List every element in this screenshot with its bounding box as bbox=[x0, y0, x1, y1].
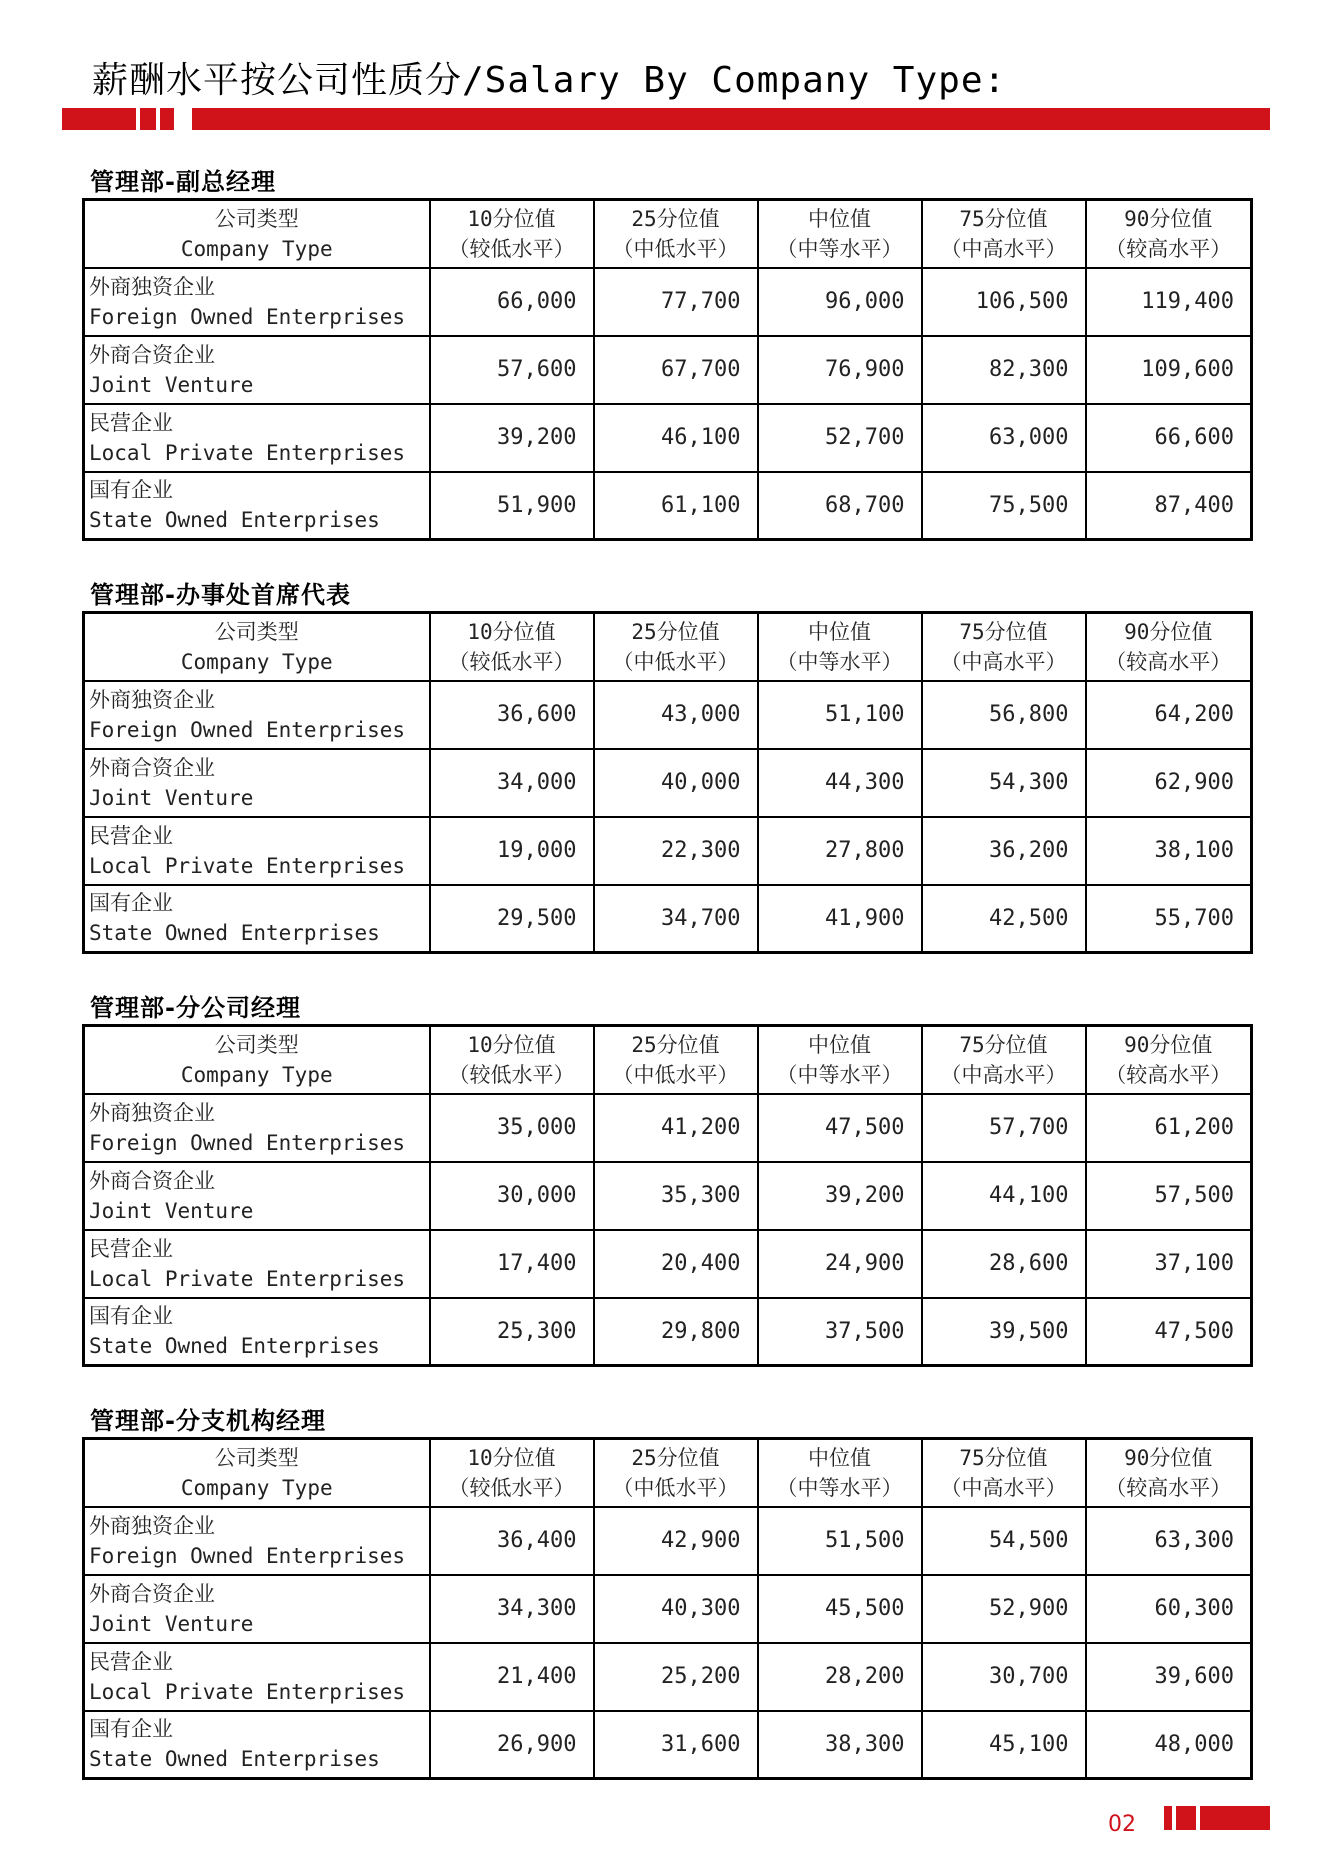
header-percentile-sub: （中高水平） bbox=[940, 649, 1067, 674]
salary-value: 44,100 bbox=[922, 1162, 1086, 1230]
salary-value: 87,400 bbox=[1086, 472, 1252, 540]
salary-value: 34,000 bbox=[430, 749, 594, 817]
header-percentile-cn: 中位值 bbox=[808, 619, 871, 644]
salary-value: 36,400 bbox=[430, 1507, 594, 1575]
salary-value: 30,000 bbox=[430, 1162, 594, 1230]
footer-bar-segment bbox=[1164, 1806, 1172, 1830]
salary-value: 45,100 bbox=[922, 1711, 1086, 1779]
salary-value: 39,200 bbox=[758, 1162, 922, 1230]
header-percentile bbox=[1086, 1439, 1252, 1507]
salary-value: 28,600 bbox=[922, 1230, 1086, 1298]
company-type-cn: 外商独资企业 bbox=[89, 687, 215, 712]
header-percentile-cn: 75分位值 bbox=[959, 619, 1048, 644]
salary-table bbox=[82, 198, 1253, 541]
company-type-cell bbox=[84, 1507, 430, 1575]
table-row bbox=[84, 336, 1252, 404]
salary-value: 64,200 bbox=[1086, 681, 1252, 749]
header-company-type bbox=[84, 200, 430, 268]
footer-bar-segment bbox=[1176, 1806, 1196, 1830]
footer-bar-segment bbox=[1200, 1806, 1270, 1830]
header-percentile-sub: （较低水平） bbox=[448, 236, 575, 261]
company-type-cell bbox=[84, 268, 430, 336]
header-percentile bbox=[922, 200, 1086, 268]
salary-value: 54,500 bbox=[922, 1507, 1086, 1575]
company-type-cell bbox=[84, 1230, 430, 1298]
header-percentile bbox=[758, 200, 922, 268]
company-type-cn: 外商合资企业 bbox=[89, 1581, 215, 1606]
table-row bbox=[84, 268, 1252, 336]
salary-value: 51,100 bbox=[758, 681, 922, 749]
company-type-cn: 外商独资企业 bbox=[89, 274, 215, 299]
salary-value: 106,500 bbox=[922, 268, 1086, 336]
section-title: 管理部-办事处首席代表 bbox=[90, 581, 351, 609]
company-type-en: Joint Venture bbox=[89, 1198, 254, 1223]
header-percentile-sub: （较低水平） bbox=[448, 1062, 575, 1087]
salary-value: 52,700 bbox=[758, 404, 922, 472]
salary-value: 29,800 bbox=[594, 1298, 758, 1366]
table-header-row bbox=[84, 1439, 1252, 1507]
company-type-en: Joint Venture bbox=[89, 1611, 254, 1636]
salary-value: 22,300 bbox=[594, 817, 758, 885]
company-type-cell bbox=[84, 1643, 430, 1711]
company-type-cn: 外商独资企业 bbox=[89, 1100, 215, 1125]
header-percentile bbox=[922, 613, 1086, 681]
company-type-en: Local Private Enterprises bbox=[89, 440, 406, 465]
header-percentile-cn: 75分位值 bbox=[959, 1445, 1048, 1470]
salary-value: 68,700 bbox=[758, 472, 922, 540]
company-type-en: Local Private Enterprises bbox=[89, 1266, 406, 1291]
header-percentile-cn: 25分位值 bbox=[631, 1032, 720, 1057]
salary-value: 96,000 bbox=[758, 268, 922, 336]
salary-value: 41,900 bbox=[758, 885, 922, 953]
header-percentile-cn: 90分位值 bbox=[1124, 1032, 1213, 1057]
company-type-en: Foreign Owned Enterprises bbox=[89, 717, 406, 742]
header-percentile-cn: 25分位值 bbox=[631, 619, 720, 644]
salary-value: 40,300 bbox=[594, 1575, 758, 1643]
company-type-cn: 外商合资企业 bbox=[89, 1168, 215, 1193]
company-type-cell bbox=[84, 817, 430, 885]
header-bar-segment bbox=[140, 108, 156, 130]
section-title: 管理部-分支机构经理 bbox=[90, 1407, 326, 1435]
salary-value: 60,300 bbox=[1086, 1575, 1252, 1643]
company-type-cell bbox=[84, 885, 430, 953]
header-percentile bbox=[1086, 613, 1252, 681]
salary-value: 66,600 bbox=[1086, 404, 1252, 472]
salary-value: 28,200 bbox=[758, 1643, 922, 1711]
company-type-cn: 国有企业 bbox=[89, 1717, 173, 1742]
salary-value: 57,500 bbox=[1086, 1162, 1252, 1230]
header-percentile-cn: 中位值 bbox=[808, 206, 871, 231]
table-row bbox=[84, 817, 1252, 885]
header-percentile bbox=[430, 613, 594, 681]
header-percentile-sub: （中等水平） bbox=[776, 1475, 903, 1500]
salary-value: 42,500 bbox=[922, 885, 1086, 953]
header-percentile bbox=[594, 200, 758, 268]
header-percentile bbox=[430, 1439, 594, 1507]
salary-value: 41,200 bbox=[594, 1094, 758, 1162]
salary-value: 67,700 bbox=[594, 336, 758, 404]
salary-value: 47,500 bbox=[758, 1094, 922, 1162]
salary-table bbox=[82, 1437, 1253, 1780]
salary-value: 63,000 bbox=[922, 404, 1086, 472]
salary-value: 57,600 bbox=[430, 336, 594, 404]
header-percentile-sub: （较低水平） bbox=[448, 1475, 575, 1500]
salary-value: 39,600 bbox=[1086, 1643, 1252, 1711]
company-type-en: Foreign Owned Enterprises bbox=[89, 1543, 406, 1568]
table-row bbox=[84, 749, 1252, 817]
header-type-cn: 公司类型 bbox=[214, 1445, 299, 1470]
header-percentile-cn: 25分位值 bbox=[631, 1445, 720, 1470]
header-type-cn: 公司类型 bbox=[214, 1032, 299, 1057]
company-type-cn: 外商独资企业 bbox=[89, 1513, 215, 1538]
header-percentile-sub: （较高水平） bbox=[1105, 649, 1232, 674]
salary-value: 44,300 bbox=[758, 749, 922, 817]
header-percentile-cn: 75分位值 bbox=[959, 206, 1048, 231]
company-type-cell bbox=[84, 681, 430, 749]
header-percentile bbox=[594, 1026, 758, 1094]
salary-value: 52,900 bbox=[922, 1575, 1086, 1643]
header-percentile-cn: 90分位值 bbox=[1124, 206, 1213, 231]
salary-value: 24,900 bbox=[758, 1230, 922, 1298]
company-type-en: Foreign Owned Enterprises bbox=[89, 1130, 406, 1155]
table-row bbox=[84, 681, 1252, 749]
header-type-en: Company Type bbox=[180, 1062, 333, 1087]
header-percentile-sub: （较低水平） bbox=[448, 649, 575, 674]
header-type-en: Company Type bbox=[180, 236, 333, 261]
company-type-cn: 民营企业 bbox=[89, 1236, 173, 1261]
company-type-cell bbox=[84, 1298, 430, 1366]
salary-value: 61,200 bbox=[1086, 1094, 1252, 1162]
header-bar-segment bbox=[62, 108, 136, 130]
header-type-cn: 公司类型 bbox=[214, 619, 299, 644]
page-title: 薪酬水平按公司性质分/Salary By Company Type: bbox=[92, 60, 1007, 101]
table-row bbox=[84, 1230, 1252, 1298]
header-percentile-sub: （中等水平） bbox=[776, 1062, 903, 1087]
salary-value: 109,600 bbox=[1086, 336, 1252, 404]
company-type-cell bbox=[84, 1575, 430, 1643]
salary-value: 36,200 bbox=[922, 817, 1086, 885]
salary-value: 20,400 bbox=[594, 1230, 758, 1298]
salary-value: 47,500 bbox=[1086, 1298, 1252, 1366]
header-percentile-cn: 中位值 bbox=[808, 1032, 871, 1057]
header-percentile-sub: （中低水平） bbox=[612, 649, 739, 674]
header-percentile bbox=[594, 1439, 758, 1507]
header-percentile-sub: （中等水平） bbox=[776, 236, 903, 261]
section-title: 管理部-分公司经理 bbox=[90, 994, 301, 1022]
header-percentile-sub: （中高水平） bbox=[940, 1475, 1067, 1500]
salary-value: 25,200 bbox=[594, 1643, 758, 1711]
company-type-en: State Owned Enterprises bbox=[89, 1747, 380, 1772]
header-percentile-cn: 中位值 bbox=[808, 1445, 871, 1470]
salary-value: 35,300 bbox=[594, 1162, 758, 1230]
salary-value: 57,700 bbox=[922, 1094, 1086, 1162]
company-type-cn: 民营企业 bbox=[89, 1649, 173, 1674]
salary-value: 37,500 bbox=[758, 1298, 922, 1366]
header-percentile bbox=[1086, 200, 1252, 268]
company-type-en: Foreign Owned Enterprises bbox=[89, 304, 406, 329]
salary-value: 38,300 bbox=[758, 1711, 922, 1779]
header-bar-segment bbox=[160, 108, 174, 130]
salary-value: 27,800 bbox=[758, 817, 922, 885]
header-percentile-sub: （中低水平） bbox=[612, 1475, 739, 1500]
company-type-en: State Owned Enterprises bbox=[89, 508, 380, 533]
table-row bbox=[84, 404, 1252, 472]
table-row bbox=[84, 1094, 1252, 1162]
table-row bbox=[84, 1575, 1252, 1643]
salary-value: 29,500 bbox=[430, 885, 594, 953]
company-type-en: State Owned Enterprises bbox=[89, 1334, 380, 1359]
salary-value: 26,900 bbox=[430, 1711, 594, 1779]
header-percentile-sub: （中低水平） bbox=[612, 236, 739, 261]
table-row bbox=[84, 885, 1252, 953]
salary-value: 40,000 bbox=[594, 749, 758, 817]
salary-value: 61,100 bbox=[594, 472, 758, 540]
salary-value: 46,100 bbox=[594, 404, 758, 472]
header-percentile-cn: 10分位值 bbox=[467, 206, 556, 231]
salary-value: 39,500 bbox=[922, 1298, 1086, 1366]
header-percentile bbox=[758, 1439, 922, 1507]
table-row bbox=[84, 1162, 1252, 1230]
company-type-en: Joint Venture bbox=[89, 372, 254, 397]
header-percentile-cn: 10分位值 bbox=[467, 619, 556, 644]
company-type-cn: 外商合资企业 bbox=[89, 755, 215, 780]
header-percentile bbox=[594, 613, 758, 681]
header-company-type bbox=[84, 1026, 430, 1094]
header-percentile-sub: （较高水平） bbox=[1105, 1475, 1232, 1500]
header-type-en: Company Type bbox=[180, 649, 333, 674]
salary-value: 82,300 bbox=[922, 336, 1086, 404]
header-percentile-cn: 10分位值 bbox=[467, 1032, 556, 1057]
header-percentile bbox=[430, 1026, 594, 1094]
company-type-cell bbox=[84, 1711, 430, 1779]
table-row bbox=[84, 1507, 1252, 1575]
header-percentile-cn: 10分位值 bbox=[467, 1445, 556, 1470]
header-percentile bbox=[430, 200, 594, 268]
table-row bbox=[84, 1711, 1252, 1779]
header-company-type bbox=[84, 1439, 430, 1507]
table-row bbox=[84, 1643, 1252, 1711]
salary-value: 76,900 bbox=[758, 336, 922, 404]
salary-value: 37,100 bbox=[1086, 1230, 1252, 1298]
salary-value: 34,300 bbox=[430, 1575, 594, 1643]
header-percentile-cn: 90分位值 bbox=[1124, 619, 1213, 644]
salary-value: 42,900 bbox=[594, 1507, 758, 1575]
salary-value: 39,200 bbox=[430, 404, 594, 472]
salary-value: 38,100 bbox=[1086, 817, 1252, 885]
salary-value: 35,000 bbox=[430, 1094, 594, 1162]
company-type-cn: 国有企业 bbox=[89, 891, 173, 916]
header-type-en: Company Type bbox=[180, 1475, 333, 1500]
salary-value: 51,500 bbox=[758, 1507, 922, 1575]
header-percentile-sub: （较高水平） bbox=[1105, 1062, 1232, 1087]
company-type-en: Local Private Enterprises bbox=[89, 853, 406, 878]
header-percentile-sub: （中高水平） bbox=[940, 236, 1067, 261]
salary-value: 21,400 bbox=[430, 1643, 594, 1711]
table-header-row bbox=[84, 613, 1252, 681]
salary-value: 45,500 bbox=[758, 1575, 922, 1643]
salary-value: 75,500 bbox=[922, 472, 1086, 540]
salary-value: 119,400 bbox=[1086, 268, 1252, 336]
table-header-row bbox=[84, 1026, 1252, 1094]
salary-value: 55,700 bbox=[1086, 885, 1252, 953]
table-row bbox=[84, 472, 1252, 540]
company-type-cell bbox=[84, 336, 430, 404]
header-percentile bbox=[1086, 1026, 1252, 1094]
company-type-cell bbox=[84, 472, 430, 540]
salary-value: 66,000 bbox=[430, 268, 594, 336]
company-type-cn: 民营企业 bbox=[89, 410, 173, 435]
company-type-cn: 外商合资企业 bbox=[89, 342, 215, 367]
header-bar-segment bbox=[192, 108, 1270, 130]
salary-value: 30,700 bbox=[922, 1643, 1086, 1711]
header-percentile bbox=[922, 1439, 1086, 1507]
header-company-type bbox=[84, 613, 430, 681]
header-percentile-cn: 75分位值 bbox=[959, 1032, 1048, 1057]
salary-value: 77,700 bbox=[594, 268, 758, 336]
salary-value: 25,300 bbox=[430, 1298, 594, 1366]
company-type-cn: 国有企业 bbox=[89, 1304, 173, 1329]
header-type-cn: 公司类型 bbox=[214, 206, 299, 231]
salary-table bbox=[82, 611, 1253, 954]
table-header-row bbox=[84, 200, 1252, 268]
header-percentile-cn: 90分位值 bbox=[1124, 1445, 1213, 1470]
company-type-cn: 民营企业 bbox=[89, 823, 173, 848]
salary-value: 48,000 bbox=[1086, 1711, 1252, 1779]
salary-table bbox=[82, 1024, 1253, 1367]
header-percentile-sub: （中低水平） bbox=[612, 1062, 739, 1087]
header-percentile bbox=[758, 1026, 922, 1094]
salary-value: 51,900 bbox=[430, 472, 594, 540]
header-percentile bbox=[758, 613, 922, 681]
header-percentile-sub: （中等水平） bbox=[776, 649, 903, 674]
header-percentile bbox=[922, 1026, 1086, 1094]
salary-value: 43,000 bbox=[594, 681, 758, 749]
company-type-en: Local Private Enterprises bbox=[89, 1679, 406, 1704]
salary-value: 19,000 bbox=[430, 817, 594, 885]
company-type-en: Joint Venture bbox=[89, 785, 254, 810]
header-percentile-sub: （较高水平） bbox=[1105, 236, 1232, 261]
section-title: 管理部-副总经理 bbox=[90, 168, 276, 196]
salary-value: 54,300 bbox=[922, 749, 1086, 817]
header-percentile-sub: （中高水平） bbox=[940, 1062, 1067, 1087]
salary-value: 17,400 bbox=[430, 1230, 594, 1298]
table-row bbox=[84, 1298, 1252, 1366]
page-number: 02 bbox=[1108, 1812, 1136, 1837]
company-type-cell bbox=[84, 1094, 430, 1162]
company-type-en: State Owned Enterprises bbox=[89, 921, 380, 946]
salary-value: 62,900 bbox=[1086, 749, 1252, 817]
company-type-cell bbox=[84, 1162, 430, 1230]
salary-value: 34,700 bbox=[594, 885, 758, 953]
salary-value: 63,300 bbox=[1086, 1507, 1252, 1575]
salary-value: 56,800 bbox=[922, 681, 1086, 749]
company-type-cn: 国有企业 bbox=[89, 478, 173, 503]
header-percentile-cn: 25分位值 bbox=[631, 206, 720, 231]
company-type-cell bbox=[84, 749, 430, 817]
salary-value: 31,600 bbox=[594, 1711, 758, 1779]
company-type-cell bbox=[84, 404, 430, 472]
salary-value: 36,600 bbox=[430, 681, 594, 749]
